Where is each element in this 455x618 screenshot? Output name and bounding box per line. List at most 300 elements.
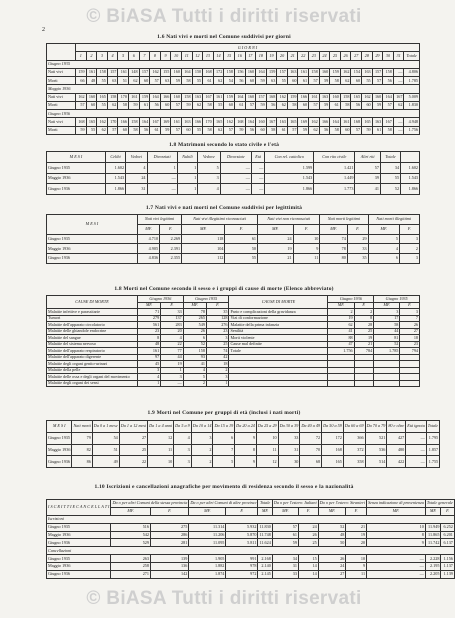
column-header: Da o per altri Comuni di altre province <box>189 500 258 508</box>
table-cell: 2.355 <box>160 254 182 264</box>
table-cell: 33 <box>161 309 184 316</box>
table-cell: — <box>367 555 426 563</box>
table-cell: 14 <box>298 563 318 571</box>
table-cell: 11.865 <box>425 531 441 539</box>
table-cell: 57 <box>287 126 298 134</box>
table-cell: 166 <box>319 118 330 126</box>
table-cell: 166 <box>118 118 129 126</box>
table-cell: 62 <box>97 126 108 134</box>
table-cell: — <box>147 173 177 184</box>
table-cell: 161 <box>128 93 139 101</box>
table-cell: — <box>251 184 264 195</box>
column-subheader: F. <box>347 224 368 234</box>
table-cell: 57 <box>171 101 182 109</box>
row-label: Giugno 1936 <box>47 539 111 547</box>
table-cell: 1.755 <box>426 456 439 468</box>
table-cell: 3 <box>161 374 184 381</box>
table-births-deaths-by-day <box>46 43 420 135</box>
table-cell: 78 <box>320 244 348 254</box>
table-cell: 165 <box>362 118 373 126</box>
table-cell: 158 <box>224 68 235 76</box>
table-cell: 60 <box>224 101 235 109</box>
table-cell: 1.599 <box>265 162 314 173</box>
table-cell: 74 <box>206 348 229 355</box>
table-cell: 11 <box>293 254 320 264</box>
table-cell: 59 <box>171 77 182 85</box>
table-cell: — <box>147 184 177 195</box>
row-label: Malattie delle ghiandole endocrine <box>47 328 138 335</box>
table-cell: 59 <box>181 101 192 109</box>
day-header: 5 <box>118 52 129 60</box>
table-cell: 48 <box>318 531 346 539</box>
table-cell: 2.195 <box>425 563 441 571</box>
day-header: 19 <box>266 52 277 60</box>
column-header: Da 1 a 4 anni <box>148 421 174 433</box>
table-cell: 1 <box>161 367 184 374</box>
column-subheader: MF. <box>328 302 354 309</box>
table-cell: 1.137 <box>441 563 454 571</box>
column-subheader: F. <box>225 224 258 234</box>
table-cell: 1.866 <box>401 184 420 195</box>
table-cell: 9 <box>293 244 320 254</box>
column-subheader: F. <box>161 302 184 309</box>
table-cell: 136 <box>150 563 188 571</box>
table-cell: 59 <box>319 77 330 85</box>
table-row <box>47 101 420 109</box>
table-cell: 50 <box>318 539 346 547</box>
table-cell: 56 <box>234 77 245 85</box>
row-label: Giugno 1936 <box>47 254 138 264</box>
table-cell: 11.206 <box>189 531 226 539</box>
row-label: Nati vivi <box>47 118 76 126</box>
table-cell: 160 <box>171 68 182 76</box>
group-row <box>47 110 420 118</box>
table-cell: 1.785 <box>374 348 400 355</box>
table-cell: 166 <box>298 93 309 101</box>
column-header: Età <box>251 152 264 163</box>
table-cell: 164 <box>256 68 267 76</box>
table-cell: 1.905 <box>189 555 226 563</box>
column-header-months: M E S I <box>47 215 138 235</box>
table-cell: 1.602 <box>401 162 420 173</box>
table-cell: 68 <box>300 456 322 468</box>
table-cell: 60 <box>139 77 150 85</box>
table-cell: 160 <box>256 118 267 126</box>
table-cell: 80 <box>320 254 348 264</box>
table-cell: 6.137 <box>441 539 454 547</box>
table-cell: — <box>393 68 404 76</box>
table-cell: — <box>220 184 251 195</box>
column-subheader: F. <box>206 302 229 309</box>
group-label: Giugno 1936 <box>47 110 420 118</box>
column-subheader: F. <box>150 507 188 515</box>
table-cell: 11.624 <box>258 539 272 547</box>
table-row <box>47 234 420 244</box>
table-cell: 156 <box>234 68 245 76</box>
column-header-months: M E S I <box>47 421 72 433</box>
day-header: 3 <box>97 52 108 60</box>
table-cell: 60 <box>340 126 351 134</box>
table-cell: 62 <box>192 101 203 109</box>
table-cell: 61 <box>203 77 214 85</box>
table-cell: 165 <box>86 118 97 126</box>
table-cell: 57 <box>309 101 320 109</box>
table-cell: 55 <box>380 173 400 184</box>
table-cell: 9 <box>235 432 257 444</box>
table-cell: 11.742 <box>425 539 441 547</box>
table-cell: — <box>406 432 427 444</box>
table-cell: 61 <box>298 77 309 85</box>
table-cell: 1.795 <box>426 432 439 444</box>
day-header: 10 <box>171 52 182 60</box>
table-cell: 158 <box>181 93 192 101</box>
table-cell: 62 <box>213 77 224 85</box>
table-cell: 58 <box>374 322 400 329</box>
table-row <box>47 523 455 531</box>
table-cell: 427 <box>387 432 406 444</box>
column-header: Da 1 a 12 mesi <box>119 421 147 433</box>
column-header: Totale generale <box>425 500 454 508</box>
column-subheader: F. <box>399 224 419 234</box>
table-cell: 160 <box>245 68 256 76</box>
table-cell: 3 <box>400 309 420 316</box>
table-cell: 978 <box>226 563 258 571</box>
column-subheader: F. <box>226 507 258 515</box>
table-cell: 8 <box>138 335 161 342</box>
column-header: Vedovi <box>126 152 147 163</box>
table-cell: 1.773 <box>314 184 355 195</box>
table-cell: 163 <box>277 118 288 126</box>
table-cell: 4.710 <box>138 234 160 244</box>
column-header: Da 30 a 39 <box>278 421 300 433</box>
table-cell: 160 <box>330 93 341 101</box>
row-label: Parto e complicazioni della gravidanza <box>229 309 328 316</box>
table-cell: 20 <box>346 539 367 547</box>
table-cell: 159 <box>287 93 298 101</box>
table-cell: 55 <box>225 254 258 264</box>
table-cell: 56 <box>139 126 150 134</box>
table-cell: 56 <box>245 126 256 134</box>
table-cell: 161 <box>309 93 320 101</box>
table-row <box>47 118 420 126</box>
table-cell: 2 <box>328 309 354 316</box>
table-cell: 161 <box>298 68 309 76</box>
table-cell: 11.314 <box>189 523 226 531</box>
table-cell: 93 <box>183 354 206 361</box>
table-cell: 1 <box>147 162 177 173</box>
table-cell: 2 <box>191 444 213 456</box>
section-title-legitimacy: 1.7 Nati vivi e nati morti nel Comune suddivisi per legittimità <box>145 205 303 211</box>
table-cell: 164 <box>383 93 394 101</box>
table-cell: 58 <box>340 101 351 109</box>
table-cell: 162 <box>224 118 235 126</box>
column-header: Da 20 a 24 <box>235 421 257 433</box>
table-cell: 61 <box>150 126 161 134</box>
table-cell: 263 <box>111 555 151 563</box>
section-title-registry-movements: 1.10 Iscrizioni e cancellazioni anagrafiche per movimento di residenza secondo il sesso e la nazionalità <box>94 484 354 490</box>
table-cell: 286 <box>150 531 188 539</box>
table-cell: 61 <box>225 234 258 244</box>
row-label: Malattie del sistema nervoso <box>47 341 138 348</box>
row-label: Morti violente <box>229 335 328 342</box>
column-header: Nati vivi legittimi <box>138 215 182 225</box>
table-cell: 57 <box>272 523 298 531</box>
table-cell: 172 <box>213 68 224 76</box>
table-cell: 161 <box>213 93 224 101</box>
table-cell: 157 <box>256 93 267 101</box>
table-cell: 66 <box>76 77 87 85</box>
row-label: Malattie della pelle <box>47 367 138 374</box>
column-header: Vedove <box>198 152 221 163</box>
table-cell: 159 <box>139 93 150 101</box>
table-cell: 61 <box>330 101 341 109</box>
table-cell: 3 <box>174 444 192 456</box>
table-cell: 7 <box>213 444 235 456</box>
table-cell: 33 <box>272 571 298 579</box>
table-cell: 55 <box>86 126 97 134</box>
row-label: Maggio 1936 <box>47 444 72 456</box>
table-cell: 158 <box>340 93 351 101</box>
table-cell: 62 <box>393 101 404 109</box>
table-cell: 60 <box>118 126 129 134</box>
table-cell: 137 <box>161 315 184 322</box>
table-row <box>47 571 455 579</box>
table-cell: 5.811 <box>226 539 258 547</box>
column-header: Da 0 a 1 mese <box>92 421 119 433</box>
table-cell: 164 <box>234 93 245 101</box>
table-cell: 480 <box>387 444 406 456</box>
table-cell: 794 <box>400 348 420 355</box>
row-label: Giugno 1935 <box>47 523 111 531</box>
table-cell: 78 <box>183 309 206 316</box>
table-cell: 5 <box>183 374 206 381</box>
table-cell: 29 <box>347 234 368 244</box>
table-cell: 55 <box>277 77 288 85</box>
table-cell: 164 <box>150 93 161 101</box>
table-cell: 5 <box>198 162 221 173</box>
table-cell: 59 <box>362 126 373 134</box>
table-cell: 162 <box>277 93 288 101</box>
table-cell: 51 <box>92 444 119 456</box>
table-cell: 163 <box>192 93 203 101</box>
day-header: 30 <box>383 52 394 60</box>
watermark-bottom: © BiASA Tutti i diritti riservati <box>86 588 362 609</box>
table-cell: 165 <box>287 118 298 126</box>
table-cell: 516 <box>111 523 151 531</box>
table-cell: 160 <box>171 93 182 101</box>
table-cell: 422 <box>387 456 406 468</box>
table-cell: 150 <box>192 68 203 76</box>
table-cell: 2.140 <box>258 563 272 571</box>
table-cell: 170 <box>118 93 129 101</box>
table-cell: 6 <box>183 335 206 342</box>
table-cell: 51 <box>118 77 129 85</box>
table-cell: 1.139 <box>441 571 454 579</box>
table-cell: 11.949 <box>425 523 441 531</box>
table-row <box>47 77 420 85</box>
table-cell: 163 <box>319 93 330 101</box>
table-cell: 159 <box>76 68 87 76</box>
table-cell: 3 <box>399 234 419 244</box>
row-label: Malattie dell'apparato digerente <box>47 354 138 361</box>
column-subheader: MF. <box>138 302 161 309</box>
day-header: 28 <box>362 52 373 60</box>
column-subheader: MF. <box>258 224 294 234</box>
table-cell: 26 <box>298 531 318 539</box>
table-cell: 6.201 <box>441 531 454 539</box>
table-cell: — <box>393 77 404 85</box>
table-cell: 25 <box>119 444 147 456</box>
row-label: Malattie infettive e parassitarie <box>47 309 138 316</box>
table-cell: 159 <box>224 93 235 101</box>
table-cell: 55 <box>213 101 224 109</box>
table-cell: 2.205 <box>425 571 441 579</box>
table-cell: 1.756 <box>404 126 420 134</box>
table-row <box>47 432 440 444</box>
section-title-marriages: 1.8 Matrimoni secondo lo stato civile e l'età <box>168 142 280 148</box>
table-cell: 24 <box>126 173 147 184</box>
day-header: 27 <box>351 52 362 60</box>
table-cell: 55 <box>97 77 108 85</box>
table-cell: 5.932 <box>226 523 258 531</box>
table-cell: 23 <box>400 341 420 348</box>
row-label: Malattie degli organi genito-urinari <box>47 361 138 368</box>
table-cell: 169 <box>298 118 309 126</box>
table-cell: 11 <box>148 444 174 456</box>
column-header: Da o per altri Comuni della stessa provincia <box>111 500 189 508</box>
table-cell: 972 <box>226 571 258 579</box>
column-subheader: MF. <box>182 224 225 234</box>
table-cell: — <box>406 444 427 456</box>
table-cell: 5 <box>368 234 399 244</box>
table-cell: 61 <box>139 101 150 109</box>
table-cell: 63 <box>266 77 277 85</box>
table-cell: 52 <box>183 341 206 348</box>
table-cell: 61 <box>234 101 245 109</box>
table-cell: 1 <box>206 380 229 387</box>
table-cell: 58 <box>266 126 277 134</box>
day-header: 20 <box>277 52 288 60</box>
table-cell: 1.882 <box>189 563 226 571</box>
day-header: 4 <box>107 52 118 60</box>
table-cell: 21 <box>258 254 294 264</box>
table-cell: 4 <box>183 367 206 374</box>
table-cell: 86 <box>72 456 92 468</box>
column-subheader: MF. <box>320 224 348 234</box>
row-label: Vizi di conformazione <box>229 315 328 322</box>
table-cell: 148 <box>128 68 139 76</box>
table-cell: 58 <box>203 101 214 109</box>
table-cell: 57 <box>76 101 87 109</box>
row-label: Giugno 1935 <box>47 432 72 444</box>
day-header: 13 <box>203 52 214 60</box>
days-header: G I O R N I <box>76 44 420 52</box>
table-cell: 7 <box>400 315 420 322</box>
row-label: Malattie dell'apparato respiratorio <box>47 348 138 355</box>
table-cell: 70 <box>300 444 322 456</box>
row-label: Giugno 1935 <box>47 555 111 563</box>
table-cell: 9 <box>346 563 367 571</box>
table-cell: 142 <box>150 571 188 579</box>
table-cell: 61 <box>372 126 383 134</box>
table-cell: 18 <box>400 335 420 342</box>
row-label: Giugno 1936 <box>47 456 72 468</box>
column-subheader: MF. <box>425 507 441 515</box>
day-header: 24 <box>319 52 330 60</box>
column-subheader: MF. <box>138 224 160 234</box>
section-title-births-deaths-by-day: 1.6 Nati vivi e morti nel Comune suddivisi per giorni <box>157 34 291 40</box>
table-registry-movements <box>46 499 455 579</box>
table-cell: — <box>367 571 426 579</box>
table-cell: 25 <box>206 341 229 348</box>
table-cell: 1.857 <box>426 444 439 456</box>
table-row <box>47 456 440 468</box>
row-label: Maggio 1936 <box>47 173 106 184</box>
table-cell: 23 <box>138 328 161 335</box>
day-header: 11 <box>181 52 192 60</box>
table-cell: 1.602 <box>106 162 126 173</box>
table-cell: 549 <box>183 322 206 329</box>
table-row <box>47 93 420 101</box>
table-cell: 61 <box>277 126 288 134</box>
table-cell: 358 <box>343 456 365 468</box>
table-row <box>47 563 455 571</box>
table-cell: 26 <box>400 322 420 329</box>
day-header: 16 <box>234 52 245 60</box>
table-cell: 72 <box>300 432 322 444</box>
table-cell: 10 <box>346 555 367 563</box>
table-cell: 10 <box>367 523 426 531</box>
column-header-year-b-right: Giugno 1935 <box>374 296 420 303</box>
row-label: Giugno 1935 <box>47 234 138 244</box>
day-header: 31 <box>393 52 404 60</box>
day-header: 12 <box>192 52 203 60</box>
table-cell: 165 <box>322 456 344 468</box>
table-cell: 4 <box>138 374 161 381</box>
table-cell: 160 <box>86 93 97 101</box>
table-cell: 164 <box>330 118 341 126</box>
table-cell: 1.421 <box>314 162 355 173</box>
table-cell: 160 <box>245 93 256 101</box>
table-cell: 1.866 <box>106 184 126 195</box>
table-cell: 12 <box>256 456 278 468</box>
table-cell: 22 <box>119 456 147 468</box>
row-label: Maggio 1936 <box>47 244 138 254</box>
table-cell: 784 <box>354 348 374 355</box>
table-cell: 168 <box>351 118 362 126</box>
table-cell: 49 <box>92 456 119 468</box>
table-cell: 372 <box>343 444 365 456</box>
table-cell: 59 <box>128 101 139 109</box>
table-cell: 163 <box>287 68 298 76</box>
table-cell: 62 <box>107 101 118 109</box>
table-cell: 22 <box>161 341 184 348</box>
table-cell: 56 <box>150 101 161 109</box>
table-cell: 19 <box>346 531 367 539</box>
table-cell: 58 <box>128 126 139 134</box>
table-cell: 168 <box>266 93 277 101</box>
table-cell: 58 <box>181 77 192 85</box>
table-causes-of-death <box>46 295 420 387</box>
table-cell: 366 <box>343 432 365 444</box>
table-cell: 11 <box>256 444 278 456</box>
table-cell: 2 <box>183 380 206 387</box>
table-cell: 3 <box>399 254 419 264</box>
table-cell: 57 <box>372 77 383 85</box>
table-cell: — <box>251 162 264 173</box>
table-cell: 45 <box>138 361 161 368</box>
table-cell: 128 <box>206 315 229 322</box>
